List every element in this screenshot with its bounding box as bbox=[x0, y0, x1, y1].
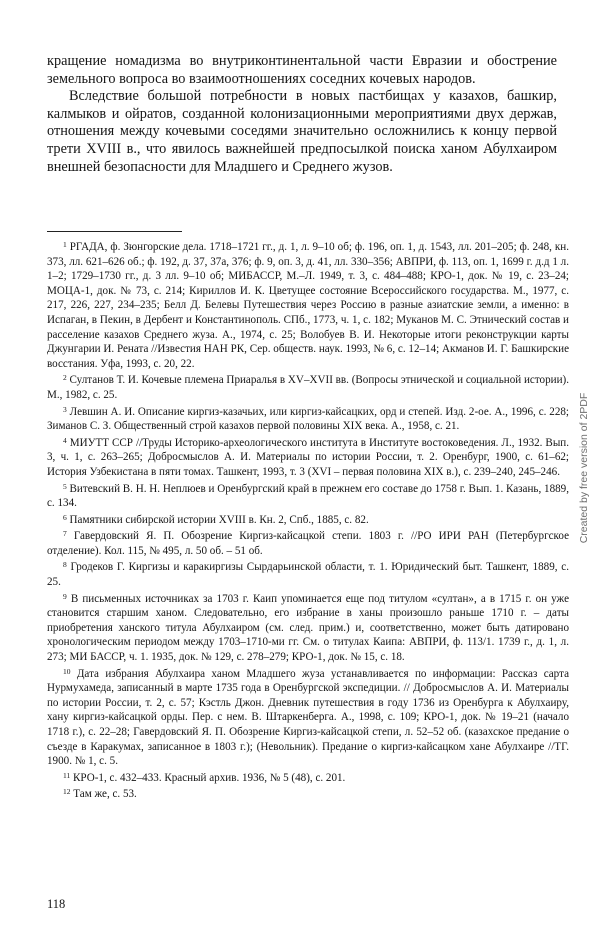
footnote-number: 12 bbox=[63, 787, 71, 797]
footnote-number: 6 bbox=[63, 512, 67, 522]
footnote-text: В письменных источниках за 1703 г. Каип упоминается еще под титулом «султан», а в 1715 г. он уже становится старшим ханом. Следовательно, его избрание в ханы произошло раньше 1710 г. – даты приобретения ханского титула Абулхаиром (см. след. прим.) и, соответственно, может быть датировано хронологическим периодом между 1703–1710-ми гг. См. о титулах Каипа: АВПРИ, ф. 113/1. 1739 г., д. 1, л. 273; МИ БАССР, ч. 1. 1935, док. № 129, с. 278–279; КРО-1, док. № 15, с. 18. bbox=[47, 592, 569, 664]
footnote-number: 9 bbox=[63, 591, 67, 601]
footnote-separator bbox=[47, 231, 182, 232]
footnote bbox=[47, 482, 569, 511]
footnote-number: 11 bbox=[63, 770, 71, 780]
footnote-text: Там же, с. 53. bbox=[73, 788, 137, 801]
footnote bbox=[47, 592, 569, 665]
footnote-number: 8 bbox=[63, 560, 67, 570]
footnote bbox=[47, 529, 569, 558]
footnote bbox=[47, 405, 569, 434]
footnote-number: 7 bbox=[63, 529, 67, 539]
footnote bbox=[47, 513, 569, 528]
paragraph-1: кращение номадизма во внутриконтинентальной части Евразии и обострение земельного вопроса во взаимоотношениях соседних кочевых народов. bbox=[47, 53, 557, 87]
footnote-text: КРО-1, с. 432–433. Красный архив. 1936, № 5 (48), с. 201. bbox=[73, 771, 346, 784]
watermark: Created by free version of 2PDF bbox=[578, 392, 590, 544]
footnote-number: 2 bbox=[63, 373, 67, 383]
footnote-number: 1 bbox=[63, 240, 67, 249]
footnote-text: РГАДА, ф. Зюнгорские дела. 1718–1721 гг., д. 1, л. 9–10 об; ф. 196, оп. 1, д. 1543, лл. 201–205; ф. 248, кн. 373, лл. 621–626 об.; ф. 192, д. 37, 37а, 376; ф. 9, оп. 3, д. 41, лл. 330–356; АВПРИ, ф. 113, оп. 1, 1699 г. д.д 1 л. 1–2; 1729–1730 гг., д. 3 лл. 9–10 об; МИБАССР, М.–Л. 1949, т. 3, с. 484–488; КРО-1, док. № 19, с. 23–24; МОЦА-1, док. № 73, с. 214; Кириллов И. К. Цветущее состояние Всероссийского государства. М., 1977, с. 217, 226, 227, 234–235; Белл Д. Белевы Путешествия через Россию в разные азиатские земли, а именно: в Испаган, в Пекин, в Дербент и Константинополь. СПб., 1773, ч. 1, с. 182; Муканов М. С. Этнический состав и расселение казахов Среднего жуза. А., 1974, с. 25; Волобуев В. И. Некоторые итоги реконструкции карты Джунгарии И. Рената //Известия НАН РК, Сер. обществ. наук. 1993, № 6, с. 12–14; Акманов И. Г. Башкирские восстания. Уфа, 1993, с. 20, 22. bbox=[47, 241, 569, 370]
footnote bbox=[47, 787, 569, 802]
footnote-number: 3 bbox=[63, 404, 67, 414]
footnote-text: Гродеков Г. Киргизы и каракиргизы Сырдарьинской области, т. 1. Юридический быт. Ташкент, 1889, с. 25. bbox=[47, 561, 569, 589]
footnote-number: 5 bbox=[63, 481, 67, 491]
footnote-number: 4 bbox=[63, 435, 67, 445]
footnote bbox=[47, 436, 569, 480]
footnote bbox=[47, 560, 569, 589]
footnote bbox=[47, 240, 569, 371]
paragraph-2: Вследствие большой потребности в новых пастбищах у казахов, башкир, калмыков и ойратов, созданной колонизационными мероприятиями двух держав, отношения между кочевыми соседями значительно осложнились к концу первой трети XVIII в., что явилось важнейшей предпосылкой поиска ханом Абулхаиром внешней безопасности для Младшего и Среднего жузов. bbox=[47, 88, 557, 175]
footnote bbox=[47, 667, 569, 769]
footnote bbox=[47, 771, 569, 786]
footnote-number: 10 bbox=[63, 666, 71, 676]
footnotes bbox=[47, 240, 569, 804]
page-number: 118 bbox=[47, 897, 66, 911]
footnote bbox=[47, 373, 569, 402]
footnote-text: Левшин А. И. Описание киргиз-казачьих, или киргиз-кайсацких, орд и степей. Изд. 2-ое. А., 1996, с. 228; Зиманов С. З. Общественный строй казахов первой половины XIX века. А., 1958, с. 21. bbox=[47, 405, 569, 433]
footnote-text: Султанов Т. И. Кочевые племена Приаралья в XV–XVII вв. (Вопросы этнической и социальной истории). М., 1982, с. 25. bbox=[47, 374, 569, 401]
footnote-text: Дата избрания Абулхаира ханом Младшего жуза устанавливается по информации: Рассказ сарта Нурмухамеда, записанный в марте 1735 года в Оренбургской экспедиции. // Добросмыслов А. И. Материалы по истории России, т. 2, с. 57; Кэстль Джон. Дневник путешествия в году 1736 из Оренбурга к Абулхаиру, хану киргиз-кайсацкой орды. Пер. с нем. В. Штаркенберга. А., 1998, с. 109; КРО-1, док. № 19–21 (начало 1718 г.), с. 22–28; Гавердовский Я. П. Обозрение Киргиз-кайсацкой степи, л. 52–52 об. (казахское предание о съезде в Каракумах, записанное в 1803 г.); (Невольник). Предание о киргиз-кайсацком хане Абулхаире //ТГ. 1900. № 1, с. 5. bbox=[47, 667, 569, 768]
footnote-text: Витевский В. Н. Н. Неплюев и Оренбургский край в прежнем его составе до 1758 г. Вып. 1. Казань, 1889, с. 134. bbox=[47, 482, 569, 510]
main-text bbox=[47, 53, 557, 176]
footnote-text: Гавердовский Я. П. Обозрение Киргиз-кайсацкой степи. 1803 г. //РО ИРИ РАН (Петербургское отделение). Кол. 115, № 495, л. 50 об. – 51 об. bbox=[47, 530, 569, 557]
footnote-text: Памятники сибирской истории XVIII в. Кн. 2, Спб., 1885, с. 82. bbox=[69, 513, 369, 526]
footnote-text: МИУТТ ССР //Труды Историко-археологического института в Институте востоковедения. Л., 1932. Вып. 3, ч. 1, с. 263–265; Добросмыслов А. И. Материалы по истории России, т. 2. Оренбург, 1900, с. 61–62; История Узбекистана в пяти томах. Ташкент, 1993, т. 3 (XVI – первая половина XIX в.), с. 239–240, 245–246. bbox=[47, 436, 569, 478]
